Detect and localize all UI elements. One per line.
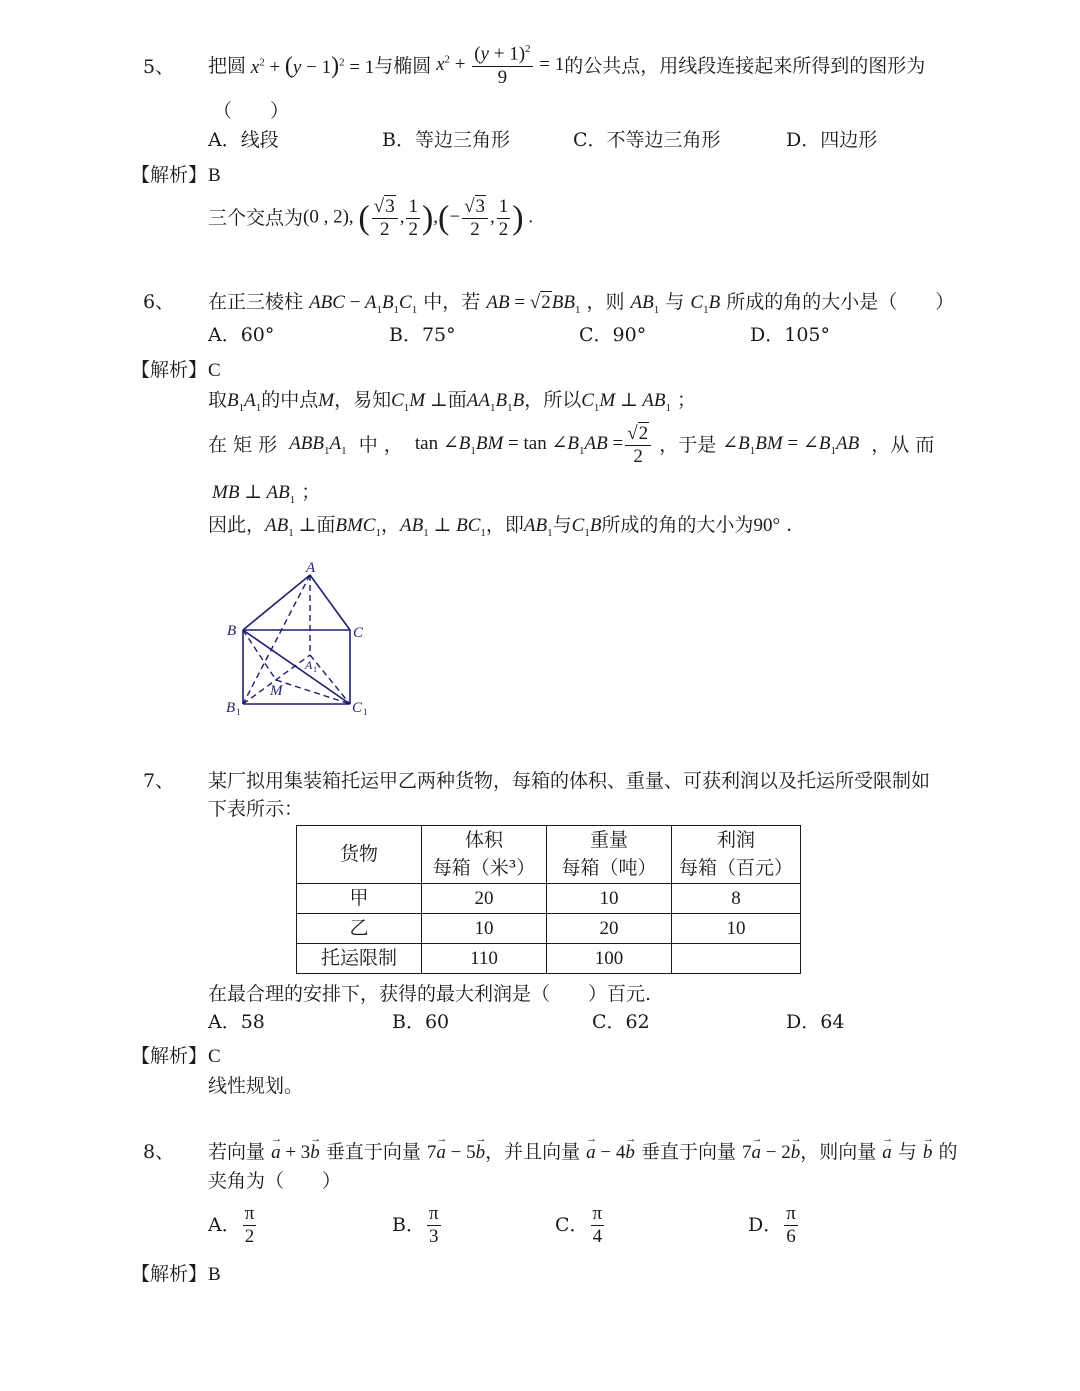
table-header-cell: [422, 826, 547, 884]
stem-text: 所成的角的大小是（ ）: [726, 291, 955, 313]
choice-b: B．60: [392, 1011, 450, 1033]
explanation-text: 取: [208, 389, 228, 411]
edge-AC: [310, 575, 350, 630]
table-row: [297, 914, 801, 944]
table-cell: 20: [547, 914, 672, 944]
choice-d: D．105°: [750, 324, 830, 346]
question-number: 8、: [143, 1141, 175, 1163]
explanation-text: 因此，: [208, 514, 266, 536]
choice-c: C．62: [592, 1011, 650, 1033]
answer-label: 【解析】: [131, 164, 208, 186]
choice-label: D．: [748, 1213, 783, 1236]
cargo-table: [296, 825, 801, 974]
vertex-label-c1-sub: 1: [363, 707, 368, 717]
vertex-label-m: M: [270, 683, 283, 699]
explanation-text: ，从 而: [871, 433, 935, 456]
table-cell: 8: [672, 884, 801, 914]
question-stem: 在正三棱柱 ABC − $A_1B_1C_1$ 中，若 AB = $√2BB_1$ ，则 $AB_1$ 与 $C_1B$ 所成的角的大小是（ ）: [208, 291, 955, 316]
explanation-text: 所成的角的大小为: [601, 514, 754, 536]
explanation-text: 三个交点为: [208, 206, 304, 229]
stem-text: 与: [897, 1141, 917, 1163]
stem-text: 的: [938, 1141, 958, 1163]
table-cell: 乙: [297, 914, 422, 944]
question-stem-line-1: 某厂拟用集装箱托运甲乙两种货物，每箱的体积、重量、可获利润以及托运所受限制如: [208, 770, 931, 792]
question-stem-line-2: 夹角为（ ）: [208, 1170, 342, 1192]
equation-circle: $x^2 + (y - 1)^2 = 1$: [246, 53, 375, 79]
choice-a: A．线段: [208, 129, 279, 151]
question-stem-line-2: 下表所示：: [208, 798, 304, 820]
fraction-numerator: π: [428, 1202, 439, 1224]
choice-b: B．等边三角形: [382, 129, 510, 151]
stem-text: 垂直于向量: [325, 1141, 421, 1163]
stem-text: 与: [665, 291, 685, 313]
header-top: 重量: [589, 828, 628, 851]
segment-BM: [243, 630, 276, 680]
table-cell: 托运限制: [297, 944, 422, 974]
table-cell: 110: [422, 944, 547, 974]
question-stem: [208, 38, 925, 94]
vertex-label-b1-sub: 1: [236, 707, 241, 717]
table-row: [297, 944, 801, 974]
header-top: 利润: [716, 828, 755, 851]
answer-value: B: [208, 1264, 221, 1285]
choice-b: B．75°: [389, 324, 456, 346]
answer-label: 【解析】: [131, 1045, 208, 1067]
table-cell: 10: [672, 914, 801, 944]
fraction-denominator: 3: [429, 1225, 439, 1247]
table-cell: 10: [422, 914, 547, 944]
explanation-line-3: MB ⊥ $AB_1$ ；: [212, 481, 321, 506]
stem-text: ，则向量: [800, 1141, 877, 1163]
table-header-cell: [672, 826, 801, 884]
fraction-denominator: 4: [592, 1225, 603, 1247]
choice-a: [208, 1203, 258, 1247]
segment-MC1: [276, 680, 350, 704]
explanation-text: 面: [447, 389, 467, 411]
choice-c: [555, 1203, 606, 1247]
explanation-line-2: 在 矩 形 $ABB_1A_1$ 中 ， $\tan \angle B_1BM = \tan$ $\angle B_1AB$ = $\frac{√2}{2}$ ，于是 $\angle B_1BM$ = $\angle B_1AB$ ，从 而: [208, 422, 935, 467]
explanation-text: 在 矩 形: [208, 433, 278, 456]
vertex-label-c: C: [353, 625, 364, 641]
question-number: 6、: [143, 291, 175, 313]
table-header-cell: [547, 826, 672, 884]
choice-d: D．四边形: [786, 129, 878, 151]
table-cell: [672, 944, 801, 974]
header-top: 体积: [464, 828, 503, 851]
explanation-text: 中 ，: [358, 433, 403, 456]
stem-text: ，则: [586, 291, 625, 313]
edge-AB: [243, 575, 310, 630]
explanation-text: ，即: [485, 514, 524, 536]
explanation-line-4: 因此，$AB_1$ ⊥面$BMC_1$，$AB_1$ ⊥ $BC_1$，即$AB_1$与$C_1B$所成的角的大小为90° .: [208, 514, 793, 539]
answer-value: B: [208, 165, 221, 186]
choice-label: B．: [392, 1213, 425, 1236]
choice-label: A．: [208, 1213, 241, 1236]
stem-text: 与椭圆: [374, 54, 432, 77]
segment-BC1: [243, 630, 350, 704]
vertex-label-c1: C: [352, 700, 363, 716]
choice-a: A．58: [208, 1011, 265, 1033]
table-header-row: [297, 826, 801, 884]
stem-text: 垂直于向量: [640, 1141, 736, 1163]
answer-value: C: [208, 360, 221, 381]
explanation-text: 面: [316, 514, 336, 536]
explanation-text: ，易知: [334, 389, 392, 411]
choice-c: C．90°: [579, 324, 647, 346]
header-bottom: 每箱（米³）: [432, 856, 536, 879]
vertex-label-a: A: [306, 560, 316, 576]
choice-c: C．不等边三角形: [573, 129, 721, 151]
answer-value: C: [208, 1046, 221, 1067]
fraction-numerator: π: [592, 1202, 603, 1224]
explanation-text: 的中点: [261, 389, 319, 411]
answer-label: 【解析】: [131, 1263, 208, 1285]
explanation: [208, 188, 533, 248]
explanation-text: ，于是: [659, 433, 717, 456]
fraction-numerator: π: [786, 1202, 796, 1224]
vertex-label-a1-sub: 1: [313, 665, 317, 674]
stem-text: ，并且向量: [485, 1141, 581, 1163]
vertex-label-a1: A: [305, 658, 313, 672]
stem-text: 在正三棱柱: [208, 291, 304, 313]
prism-figure: [222, 555, 382, 720]
vertex-label-b1: B: [226, 700, 236, 716]
fraction-denominator: 2: [244, 1225, 255, 1247]
table-cell: 甲: [297, 884, 422, 914]
stem-text: 若向量: [208, 1141, 266, 1163]
explanation-text: ，所以: [524, 389, 582, 411]
table-header-cell: 货物: [297, 826, 422, 884]
question-number: 7、: [143, 770, 175, 792]
explanation-text: 与: [552, 514, 572, 536]
stem-text: 的公共点，用线段连接起来所得到的图形为: [564, 54, 926, 77]
vertex-label-b: B: [227, 623, 237, 639]
question-stem: 若向量 → a + 3→ b 垂直于向量 7→ a − 5→ b，并且向量 → a − 4→ b 垂直于向量 7→ a − 2→ b，则向量 → a 与 → b 的: [208, 1143, 957, 1162]
table-cell: 100: [547, 944, 672, 974]
table-cell: 10: [547, 884, 672, 914]
explanation: 线性规划。: [208, 1075, 304, 1097]
equation-ellipse: $x^2$ + $\frac{(y + 1)^2}{9}$ = 1: [431, 43, 565, 88]
stem-text: 中，若: [423, 291, 481, 313]
answer-label: 【解析】: [131, 359, 208, 381]
choice-d: D．64: [786, 1011, 845, 1033]
fraction-denominator: 6: [786, 1225, 796, 1247]
choice-d: [748, 1203, 800, 1247]
table-cell: 20: [422, 884, 547, 914]
table-row: [297, 884, 801, 914]
intersection-points: (0 , 2), ( $\frac{√3}{2}$ , $\frac{1}{2}$ ),(− $\frac{√3}{2}$ , $\frac{1}{2}$ ) .: [303, 195, 534, 240]
choice-a: A．60°: [208, 324, 275, 346]
header-bottom: 每箱（吨）: [561, 856, 657, 879]
explanation-line-1: 取$B_1A_1$的中点M，易知$C_1M$ ⊥面$AA_1B_1B$，所以$C_1M$ ⊥ $AB_1$ ；: [208, 389, 697, 414]
header-bottom: 每箱（百元）: [678, 856, 793, 879]
answer-paren: （ ）: [213, 100, 290, 122]
stem-text: 把圆: [208, 54, 247, 77]
question-after-table: 在最合理的安排下，获得的最大利润是（ ）百元.: [208, 983, 652, 1005]
fraction-numerator: π: [244, 1202, 255, 1224]
choice-label: C．: [555, 1213, 589, 1236]
edge-A1C1: [310, 655, 350, 704]
choice-b: [392, 1203, 443, 1247]
question-number: 5、: [143, 56, 175, 78]
